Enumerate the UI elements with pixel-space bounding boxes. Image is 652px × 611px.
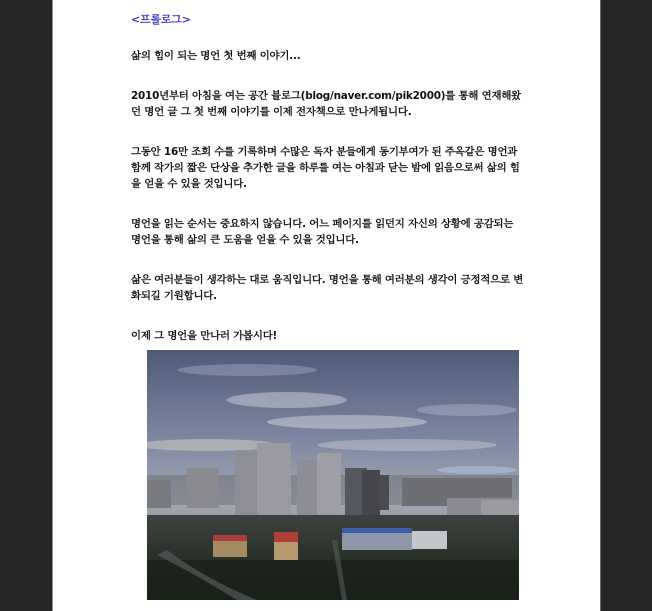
paragraph-order: 명언을 읽는 순서는 중요하지 않습니다. 어느 페이지를 읽던지 자신의 상황에 공감되는 명언을 통해 삶의 큰 도움을 얻을 수 있을 것입니다. <box>131 218 514 246</box>
paragraph-intro: 2010년부터 아침을 여는 공간 블로그(blog/naver.com/pik2000)를 통해 연재해왔던 명언 글 그 첫 번째 이야기를 이제 전자책으로 만나게됩니다. <box>131 90 522 118</box>
document-page <box>52 0 601 611</box>
city-skyline-photo <box>147 350 519 600</box>
prologue-heading: <프롤로그> <box>131 13 191 26</box>
paragraph-closing: 이제 그 명언을 만나러 가봅시다! <box>131 330 278 342</box>
paragraph-readers: 그동안 16만 조회 수를 기록하며 수많은 독자 분들에게 동기부여가 된 주옥같은 명언과 함께 작가의 짧은 단상을 추가한 글을 하루를 여는 아침과 닫는 밤에 읽음으로써 삶의 힘을 얻을 수 있을 것입니다. <box>131 146 520 190</box>
paragraph-subtitle: 삶의 힘이 되는 명언 첫 번째 이야기... <box>131 50 301 62</box>
paragraph-wish: 삶은 여러분들이 생각하는 대로 움직입니다. 명언을 통해 여러분의 생각이 긍정적으로 변화되길 기원합니다. <box>131 274 524 302</box>
page-content <box>131 12 526 344</box>
